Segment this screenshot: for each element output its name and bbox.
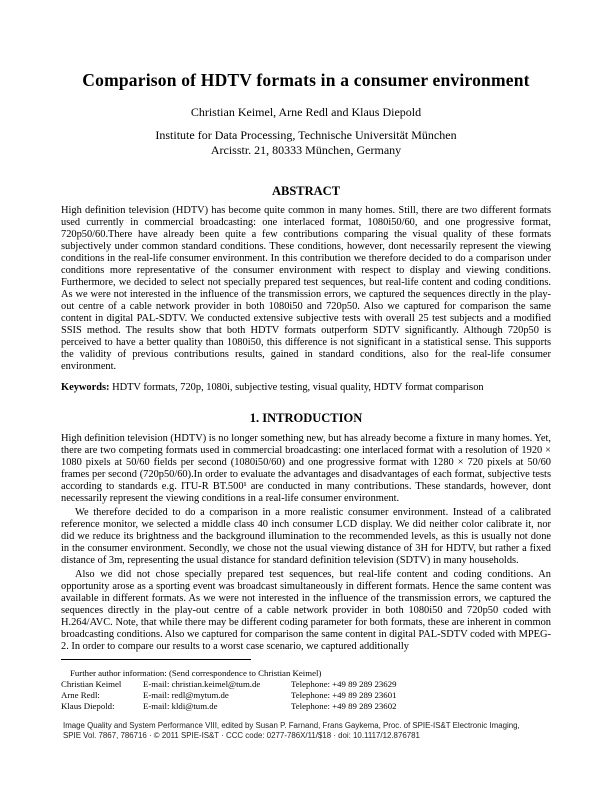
page-content — [61, 0, 551, 712]
introduction-paragraph: We therefore decided to do a comparison in a more realistic consumer environment. Instead of a calibrated reference monitor, we selected a middle class 40 inch consumer LCD display. We did neither color calibrate it, nor did we reduce its brightness and the background illumination to the recommended levels, as this is usually not done in the consumer environment. Secondly, we chose not the usual viewing distance of 3H for HDTV, but rather a fixed distance of 3m, representing the usual distance for standard definition television (SDTV) in many households. — [61, 507, 551, 566]
footnote-block — [61, 668, 551, 712]
keywords-line — [61, 382, 551, 394]
affiliation-address: Arcisstr. 21, 80333 München, Germany — [210, 142, 402, 157]
footnote-author-name: Arne Redl: — [61, 690, 100, 700]
footnote-author-email: E-mail: kldi@tum.de — [143, 701, 218, 711]
footnote-author-name: Christian Keimel — [61, 679, 122, 689]
introduction-paragraph: High definition television (HDTV) is no longer something new, but has already become a fixture in many homes. Yet, there are two competing formats used in commercial broadcasting: one interlaced format with a resolution of 1920 × 1080 pixels at 50/60 fields per second (1080i50/60) and one progressive format with 1280 × 720 pixels at 50/60 frames per second (720p50/60).In order to evaluate the advantages and disadvantages of each format, subjective tests according to standards e.g. ITU-R BT.500¹ are conducted in many contributions. These standards, however, dont necessarily represent the viewing conditions in a real-life consumer environment. — [61, 433, 551, 504]
footer-line-1: Image Quality and System Performance VIII, edited by Susan P. Farnand, Frans Gaykema, Proc. of SPIE-IS&T Electronic Imaging, — [63, 721, 520, 730]
introduction-heading: 1. INTRODUCTION — [249, 411, 363, 425]
introduction-paragraph: Also we did not chose specially prepared test sequences, but real-life content and coding conditions. An opportunity arose as a sporting event was broadcast simultaneously in different formats. Hence the same content was available in different formats. As we were not interested in the influence of the transmission errors, we captured the sequences directly in the play-out centre of a cable network provider in both 1080i50 and 720p50 coded with H.264/AVC. Note, that while there may be different coding parameter for both formats, these are inherent in common broadcasting conditions. Also we captured for comparison the same content in digital PAL-SDTV coded with MPEG-2. In order to compare our results to a worst case scenario, we captured additionally — [61, 569, 551, 652]
footnote-correspondence: Further author information: (Send correspondence to Christian Keimel) — [70, 668, 322, 678]
footnote-author-phone: Telephone: +49 89 289 23602 — [291, 701, 397, 711]
footnote-author-name: Klaus Diepold: — [61, 701, 115, 711]
author-line: Christian Keimel, Arne Redl and Klaus Diepold — [190, 105, 422, 119]
affiliation-institute: Institute for Data Processing, Technische Universität München — [155, 128, 457, 142]
keywords-list: HDTV formats, 720p, 1080i, subjective testing, visual quality, HDTV format comparison — [109, 382, 484, 393]
footnote-author-email: E-mail: christian.keimel@tum.de — [143, 679, 261, 689]
footer-line-2: SPIE Vol. 7867, 786716 · © 2011 SPIE-IS&T · CCC code: 0277-786X/11/$18 · doi: 10.1117/12.876781 — [63, 731, 420, 741]
footnote-author-row — [61, 701, 551, 712]
publication-footer — [63, 721, 563, 742]
keywords-label: Keywords: — [61, 382, 110, 393]
abstract-body: High definition television (HDTV) has become quite common in many homes. Still, there are two different formats used currently in commercial broadcasting: one interlaced format, 1080i50/60, and one progressive format, 720p50/60.There have already been quite a few contributions comparing the visual quality of these formats subjectively under common standard conditions. These conditions, however, dont necessarily represent the viewing conditions in the real-life consumer environment. In this contribution we therefore decided to do a comparison under conditions more representative of the consumer environment with respect to display and viewing conditions. Furthermore, we decided to select not specially prepared test sequences, but real-life content and coding conditions. As we were not interested in the influence of the transmission errors, we captured the sequences directly in the play-out centre of a cable network provider in both 1080i50 and 720p50. Also we captured for comparison the same content in digital PAL-SDTV. We conducted extensive subjective tests with overall 25 test subjects and a modified SSIS method. The results show that both HDTV formats outperform SDTV significantly. Although 720p50 is perceived to have a better quality than 1080i50, this difference is not significant in a statistical sense. This supports the validity of previous contributions results, gained in standard conditions, also for the real-life consumer environment. — [61, 205, 551, 372]
paper-title: Comparison of HDTV formats in a consumer environment — [82, 70, 530, 90]
footnote-author-phone: Telephone: +49 89 289 23629 — [291, 679, 397, 689]
footnote-author-email: E-mail: redl@mytum.de — [143, 690, 229, 700]
affiliation-block — [61, 128, 551, 157]
abstract-heading: ABSTRACT — [271, 184, 341, 198]
footnote-author-row — [61, 690, 551, 701]
footnote-author-row — [61, 679, 551, 690]
footnote-rule — [61, 659, 251, 660]
footnote-author-phone: Telephone: +49 89 289 23601 — [291, 690, 397, 700]
